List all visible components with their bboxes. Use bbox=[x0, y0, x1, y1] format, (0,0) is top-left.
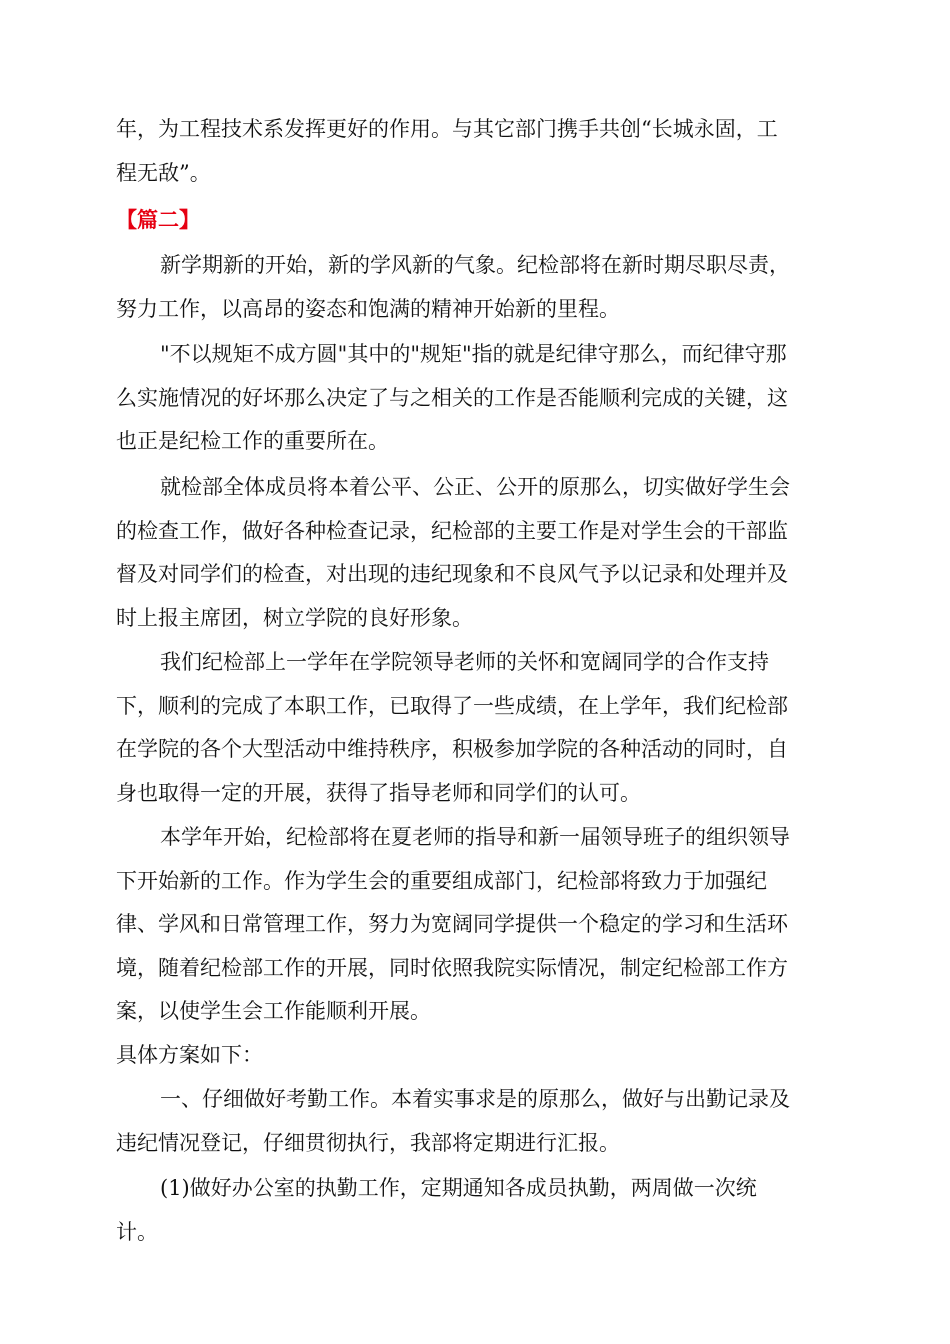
paragraph-line: 的检查工作，做好各种检查记录，纪检部的主要工作是对学生会的干部监 bbox=[116, 518, 788, 543]
paragraph-line: 也正是纪检工作的重要所在。 bbox=[116, 429, 389, 453]
paragraph bbox=[116, 1167, 836, 1254]
paragraph-line: 努力工作，以高昂的姿态和饱满的精神开始新的里程。 bbox=[116, 296, 620, 321]
paragraph-line: 我们纪检部上一学年在学院领导老师的关怀和宽阔同学的合作支持 bbox=[160, 650, 769, 674]
paragraph-line: 在学院的各个大型活动中维持秩序，积极参加学院的各种活动的同时，自 bbox=[116, 737, 788, 761]
paragraph-line: 具体方案如下： bbox=[116, 1043, 263, 1067]
paragraph bbox=[116, 466, 836, 640]
paragraph-line: 违纪情况登记，仔细贯彻执行，我部将定期进行汇报。 bbox=[116, 1130, 620, 1155]
paragraph bbox=[116, 244, 836, 331]
paragraph-line: 案，以使学生会工作能顺利开展。 bbox=[116, 999, 431, 1023]
paragraph-line: "不以规矩不成方圆"其中的"规矩"指的就是纪律守那么，而纪律守那 bbox=[160, 342, 787, 366]
paragraph-line: 年，为工程技术系发挥更好的作用。与其它部门携手共创“长城永固，工 bbox=[116, 117, 778, 141]
paragraph-line: 下，顺利的完成了本职工作，已取得了一些成绩，在上学年，我们纪检部 bbox=[116, 693, 788, 718]
paragraph bbox=[116, 816, 836, 1034]
paragraph-line: 律、学风和日常管理工作，努力为宽阔同学提供一个稳定的学习和生活环 bbox=[116, 912, 788, 936]
paragraph bbox=[116, 108, 836, 195]
paragraph-line: 新学期新的开始，新的学风新的气象。纪检部将在新时期尽职尽责， bbox=[160, 253, 790, 277]
paragraph-line: 下开始新的工作。作为学生会的重要组成部门，纪检部将致力于加强纪 bbox=[116, 868, 767, 893]
paragraph-line: 就检部全体成员将本着公平、公正、公开的原那么，切实做好学生会 bbox=[160, 475, 790, 499]
paragraph-line: 程无敌”。 bbox=[116, 160, 211, 185]
paragraph-line: 本学年开始，纪检部将在夏老师的指导和新一届领导班子的组织领导 bbox=[160, 825, 790, 849]
section-heading: 【篇二】 bbox=[116, 207, 200, 232]
paragraph-line: 时上报主席团，树立学院的良好形象。 bbox=[116, 605, 473, 630]
paragraph bbox=[116, 333, 836, 464]
paragraph bbox=[116, 1034, 836, 1078]
paragraph-line: 一、仔细做好考勤工作。本着实事求是的原那么，做好与出勤记录及 bbox=[160, 1087, 790, 1111]
paragraph bbox=[116, 641, 836, 815]
paragraph-line: 身也取得一定的开展，获得了指导老师和同学们的认可。 bbox=[116, 780, 641, 805]
paragraph-line: 督及对同学们的检查，对出现的违纪现象和不良风气予以记录和处理并及 bbox=[116, 562, 788, 586]
paragraph-line: (1)做好办公室的执勤工作，定期通知各成员执勤，两周做一次统 bbox=[160, 1176, 757, 1200]
paragraph bbox=[116, 1078, 836, 1165]
paragraph-line: 境，随着纪检部工作的开展，同时依照我院实际情况，制定纪检部工作方 bbox=[116, 955, 788, 980]
paragraph-line: 计。 bbox=[116, 1219, 158, 1244]
paragraph-line: 么实施情况的好坏那么决定了与之相关的工作是否能顺利完成的关键，这 bbox=[116, 385, 788, 410]
